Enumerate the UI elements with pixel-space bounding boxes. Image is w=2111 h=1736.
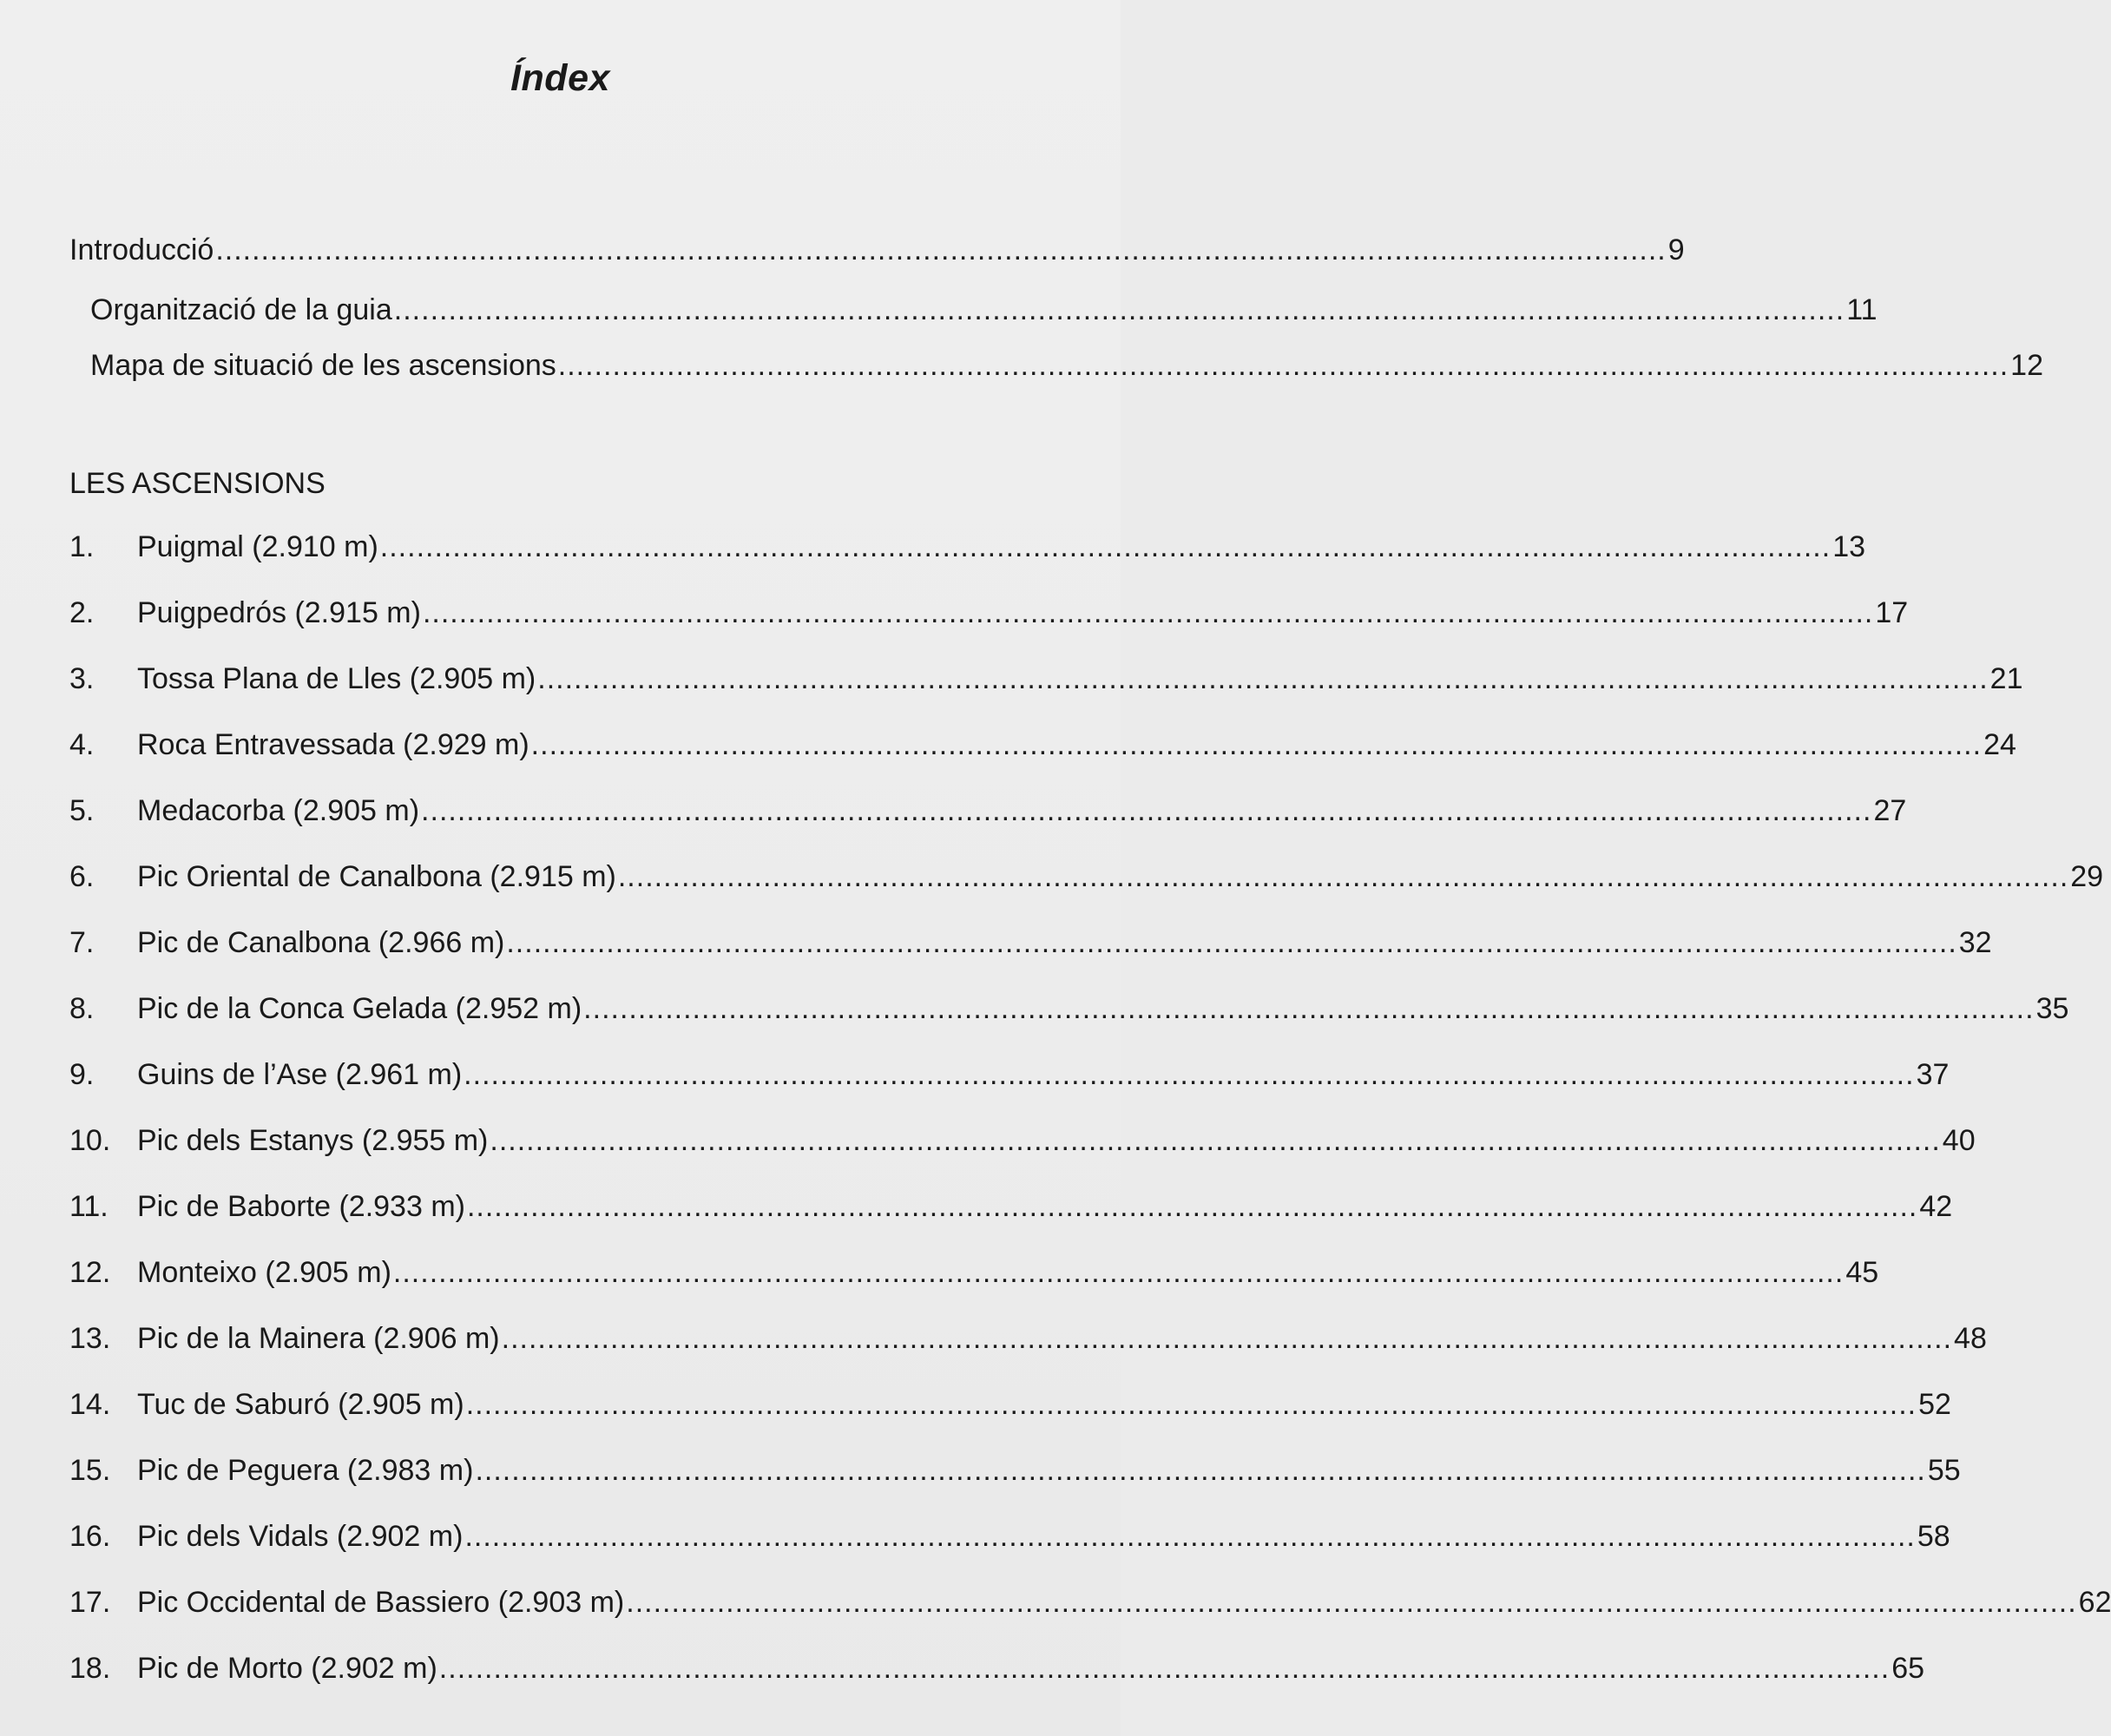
toc-entry-label: Guins de l’Ase (2.961 m) xyxy=(137,1058,463,1091)
toc-page-number: 62 xyxy=(2078,1586,2111,1619)
toc-entry[interactable] xyxy=(0,726,2016,764)
dot-leader: ................................................................................................................................................................ xyxy=(506,926,1957,959)
toc-entry-number: 16. xyxy=(69,1520,111,1553)
toc-entry-label: Tuc de Saburó (2.905 m) xyxy=(137,1388,464,1421)
toc-page-number: 32 xyxy=(1958,926,1992,959)
toc-entry-number: 11. xyxy=(69,1190,109,1223)
toc-page-number: 40 xyxy=(1942,1124,1976,1157)
toc-entry-number: 9. xyxy=(69,1058,95,1091)
toc-entry-number: 5. xyxy=(69,794,95,827)
dot-leader: ................................................................................................................................................................ xyxy=(379,530,1832,563)
toc-entry-number: 13. xyxy=(69,1322,111,1355)
toc-page-number: 29 xyxy=(2070,860,2104,893)
toc-entry-label: Pic de Peguera (2.983 m) xyxy=(137,1454,474,1487)
toc-page-number: 12 xyxy=(2010,349,2043,382)
toc-entry-number: 14. xyxy=(69,1388,111,1421)
toc-page-number: 21 xyxy=(1989,662,2023,695)
toc-entry-label: Pic de Canalbona (2.966 m) xyxy=(137,926,505,959)
toc-entry[interactable] xyxy=(0,660,2023,698)
toc-entry-label: Pic dels Vidals (2.902 m) xyxy=(137,1520,464,1553)
toc-entry-label: Tossa Plana de Lles (2.905 m) xyxy=(137,662,536,695)
toc-entry-label: Puigmal (2.910 m) xyxy=(137,530,378,563)
toc-entry[interactable] xyxy=(0,858,2104,896)
toc-entry-label: Pic Occidental de Bassiero (2.903 m) xyxy=(137,1586,625,1619)
toc-entry-label: Pic de Morto (2.902 m) xyxy=(137,1652,437,1685)
toc-entry[interactable] xyxy=(0,1649,1925,1687)
toc-entry-number: 15. xyxy=(69,1454,111,1487)
dot-leader: ................................................................................................................................................................ xyxy=(537,662,1989,695)
toc-entry-label: Roca Entravessada (2.929 m) xyxy=(137,728,529,761)
toc-entry-mapa[interactable] xyxy=(0,346,2043,385)
toc-entry[interactable] xyxy=(0,1583,2111,1621)
toc-entry-number: 7. xyxy=(69,926,95,959)
toc-entry[interactable] xyxy=(0,1121,1976,1160)
dot-leader: ................................................................................................................................................................ xyxy=(466,1190,1918,1223)
dot-leader: ................................................................................................................................................................ xyxy=(392,1256,1845,1289)
toc-entry-number: 18. xyxy=(69,1652,111,1685)
dot-leader: ................................................................................................................................................................ xyxy=(465,1388,1917,1421)
toc-page-number: 17 xyxy=(1875,596,1909,629)
dot-leader: ................................................................................................................................................................ xyxy=(215,233,1667,266)
toc-page-number: 52 xyxy=(1918,1388,1951,1421)
dot-leader: ................................................................................................................................................................ xyxy=(422,596,1874,629)
toc-page-number: 65 xyxy=(1891,1652,1925,1685)
toc-entry[interactable] xyxy=(0,528,1866,566)
toc-entry-label: Organització de la guia xyxy=(90,293,392,326)
toc-page-number: 11 xyxy=(1846,293,1878,326)
toc-entry[interactable] xyxy=(0,1187,1953,1226)
dot-leader: ................................................................................................................................................................ xyxy=(501,1322,1953,1355)
toc-entry-organitzacio[interactable] xyxy=(0,291,1878,329)
toc-entry-number: 17. xyxy=(69,1586,111,1619)
dot-leader: ................................................................................................................................................................ xyxy=(617,860,2069,893)
toc-page-number: 9 xyxy=(1667,233,1685,266)
toc-entry-label: Pic Oriental de Canalbona (2.915 m) xyxy=(137,860,616,893)
toc-entry[interactable] xyxy=(0,594,1909,632)
toc-entry-number: 10. xyxy=(69,1124,111,1157)
toc-entry-number: 2. xyxy=(69,596,95,629)
toc-entry[interactable] xyxy=(0,1055,1950,1094)
dot-leader: ................................................................................................................................................................ xyxy=(490,1124,1941,1157)
dot-leader: ................................................................................................................................................................ xyxy=(626,1586,2077,1619)
toc-entry[interactable] xyxy=(0,1385,1951,1424)
toc-entry[interactable] xyxy=(0,990,2069,1028)
toc-entry-label: Mapa de situació de les ascensions xyxy=(90,349,556,382)
toc-page-number: 24 xyxy=(1983,728,2016,761)
toc-entry-label: Introducció xyxy=(69,233,214,266)
toc-page-number: 13 xyxy=(1832,530,1866,563)
toc-entry-label: Pic de la Conca Gelada (2.952 m) xyxy=(137,992,582,1025)
toc-entry[interactable] xyxy=(0,792,1907,830)
toc-entry-intro[interactable] xyxy=(0,231,1685,269)
toc-entry-number: 4. xyxy=(69,728,95,761)
section-heading: LES ASCENSIONS xyxy=(69,467,326,500)
dot-leader: ................................................................................................................................................................ xyxy=(464,1520,1916,1553)
toc-page-number: 45 xyxy=(1845,1256,1879,1289)
toc-entry-number: 3. xyxy=(69,662,95,695)
dot-leader: ................................................................................................................................................................ xyxy=(557,349,2009,382)
toc-page-number: 55 xyxy=(1927,1454,1961,1487)
dot-leader: ................................................................................................................................................................ xyxy=(393,293,1845,326)
dot-leader: ................................................................................................................................................................ xyxy=(464,1058,1915,1091)
toc-entry[interactable] xyxy=(0,924,1992,962)
dot-leader: ................................................................................................................................................................ xyxy=(530,728,1983,761)
toc-page-number: 58 xyxy=(1917,1520,1950,1553)
toc-entry-label: Medacorba (2.905 m) xyxy=(137,794,420,827)
toc-entry-number: 12. xyxy=(69,1256,111,1289)
toc-entry-label: Puigpedrós (2.915 m) xyxy=(137,596,421,629)
dot-leader: ................................................................................................................................................................ xyxy=(421,794,1872,827)
toc-page-number: 48 xyxy=(1954,1322,1987,1355)
dot-leader: ................................................................................................................................................................ xyxy=(438,1652,1891,1685)
toc-page-number: 27 xyxy=(1873,794,1907,827)
toc-entry[interactable] xyxy=(0,1517,1950,1555)
toc-entry[interactable] xyxy=(0,1451,1961,1489)
toc-entry-label: Pic de Baborte (2.933 m) xyxy=(137,1190,465,1223)
toc-entry-number: 6. xyxy=(69,860,95,893)
toc-page-number: 37 xyxy=(1916,1058,1950,1091)
toc-entry-number: 1. xyxy=(69,530,95,563)
dot-leader: ................................................................................................................................................................ xyxy=(475,1454,1926,1487)
dot-leader: ................................................................................................................................................................ xyxy=(583,992,2035,1025)
toc-entry-label: Pic de la Mainera (2.906 m) xyxy=(137,1322,500,1355)
toc-page-number: 42 xyxy=(1919,1190,1953,1223)
toc-entry-label: Pic dels Estanys (2.955 m) xyxy=(137,1124,489,1157)
toc-entry[interactable] xyxy=(0,1253,1879,1292)
toc-page-number: 35 xyxy=(2035,992,2069,1025)
toc-entry-label: Monteixo (2.905 m) xyxy=(137,1256,391,1289)
toc-entry-number: 8. xyxy=(69,992,95,1025)
page-title: Índex xyxy=(510,57,610,99)
toc-entry[interactable] xyxy=(0,1319,1987,1358)
